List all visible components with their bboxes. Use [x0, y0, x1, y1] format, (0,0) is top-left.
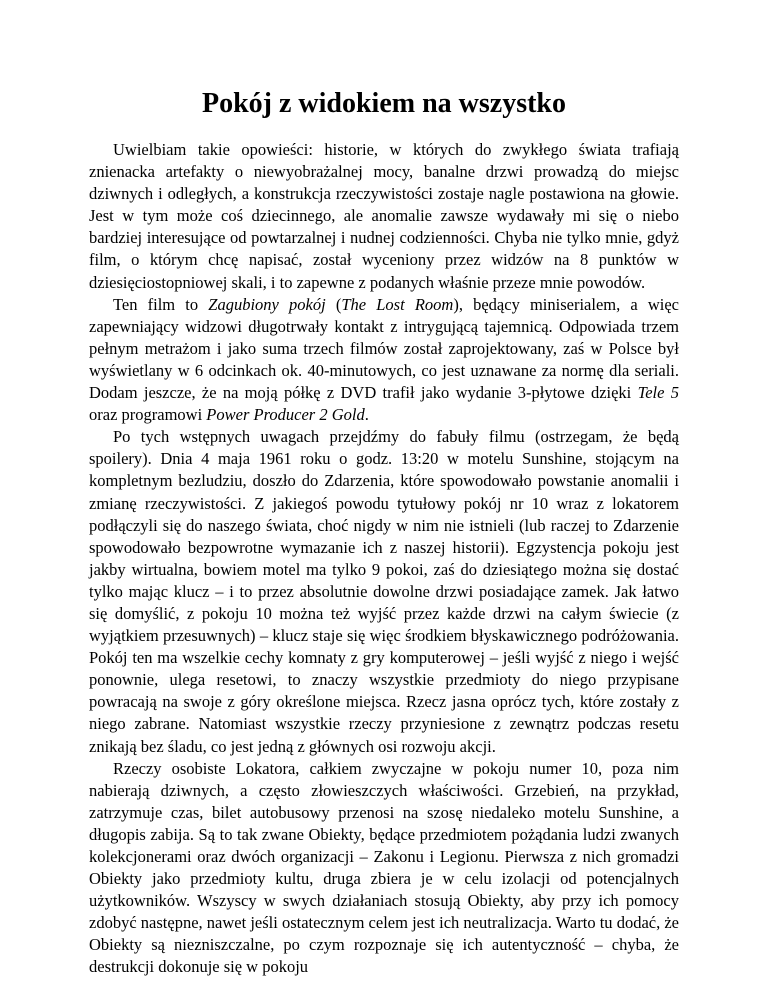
italic-title-text: Power Producer 2 Gold: [206, 405, 365, 425]
paragraph-text: oraz programowi: [89, 405, 207, 425]
paragraph: [89, 758, 679, 979]
paragraph-text: Po tych wstępnych uwagach przejdźmy do fabuły filmu (ostrzegam, że będą spoilery). Dnia 4 maja 1961 roku o godz. 13:20 w motelu Sunshine, stojącym na kompletnym bezludziu, doszło do Zdarzenia, które spowodowało powstanie anomalii i zmianę rzeczywistości. Z jakiegoś powodu tytułowy pokój nr 10 wraz z lokatorem podłączyli się do naszego świata, choć nigdy w nim nie istnieli (lub raczej to Zdarzenie spowodowało bezpowrotne wymazanie ich z naszej historii). Egzystencja pokoju jest jakby wirtualna, bowiem motel ma tylko 9 pokoi, zaś do dziesiątego można się dostać tylko mając klucz – i to przez absolutnie dowolne drzwi posiadające zamek. Jak łatwo się domyślić, z pokoju 10 można też wyjść przez każde drzwi na całym świecie (z wyjątkiem przesuwnych) – klucz staje się więc środkiem błyskawicznego podróżowania. Pokój ten ma wszelkie cechy komnaty z gry komputerowej – jeśli wyjść z niego i wejść ponownie, ulega resetowi, to znaczy wszystkie przedmioty do niego przypisane powracają na swoje z góry określone miejsca. Rzecz jasna oprócz tych, które zostały z niego zabrane. Natomiast wszystkie rzeczy przyniesione z zewnątrz podczas resetu znikają bez śladu, co jest jedną z głównych osi rozwoju akcji.: [89, 427, 679, 756]
paragraph-text: Ten film to: [113, 294, 209, 314]
italic-title-text: The Lost Room: [341, 294, 454, 314]
document-title: Pokój z widokiem na wszystko: [201, 88, 566, 119]
paragraph-text: (: [325, 294, 342, 314]
paragraph-text: Uwielbiam takie opowieści: historie, w których do zwykłego świata trafiają znienacka artefakty o niewyobrażalnej mocy, banalne drzwi prowadzą do miejsc dziwnych i odległych, a konstrukcja rzeczywistości zostaje nagle postawiona na głowie. Jest w tym może coś dziecinnego, ale anomalie zawsze wydawały mi się o niebo bardziej interesujące od powtarzalnej i nudnej codzienności. Chyba nie tylko mnie, gdyż film, o którym chcę napisać, został wyceniony przez widzów na 8 punktów w dziesięciostopniowej skali, i to zapewne z podanych właśnie przeze mnie powodów.: [89, 140, 679, 292]
italic-title-text: Tele 5: [637, 383, 679, 403]
paragraph: [89, 426, 679, 757]
paragraph-text: ), będący miniserialem, a więc zapewniający widzowi długotrwały kontakt z intrygującą tajemnicą. Odpowiada trzem pełnym metrażom i jako suma trzech filmów został zaprojektowany, zaś w Polsce był wyświetlany w 6 odcinkach ok. 40-minutowych, co jest uznawane za normę dla seriali. Dodam jeszcze, że na moją półkę z DVD trafił jako wydanie 3-płytowe dzięki: [89, 294, 680, 403]
document-page: [89, 84, 679, 979]
paragraph-text: .: [364, 405, 369, 425]
italic-title-text: Zagubiony pokój: [208, 294, 326, 314]
paragraph-text: Rzeczy osobiste Lokatora, całkiem zwyczajne w pokoju numer 10, poza nim nabierają dziwnych, a często złowieszczych właściwości. Grzebień, na przykład, zatrzymuje czas, bilet autobusowy przenosi na szosę niedaleko motelu Sunshine, a długopis zabija. Są to tak zwane Obiekty, będące przedmiotem pożądania ludzi zwanych kolekcjonerami oraz dwóch organizacji – Zakonu i Legionu. Pierwsza z nich gromadzi Obiekty jako przedmioty kultu, druga zbiera je w celu izolacji od potencjalnych użytkowników. Wszyscy w swych działaniach stosują Obiekty, aby przy ich pomocy zdobyć następne, nawet jeśli ostatecznym celem jest ich neutralizacja. Warto tu dodać, że Obiekty są niezniszczalne, po czym rozpoznaje się ich autentyczność – chyba, że destrukcji dokonuje się w pokoju: [89, 758, 679, 977]
paragraph: [89, 294, 679, 427]
paragraph: [89, 139, 679, 294]
article-body: [89, 139, 679, 979]
